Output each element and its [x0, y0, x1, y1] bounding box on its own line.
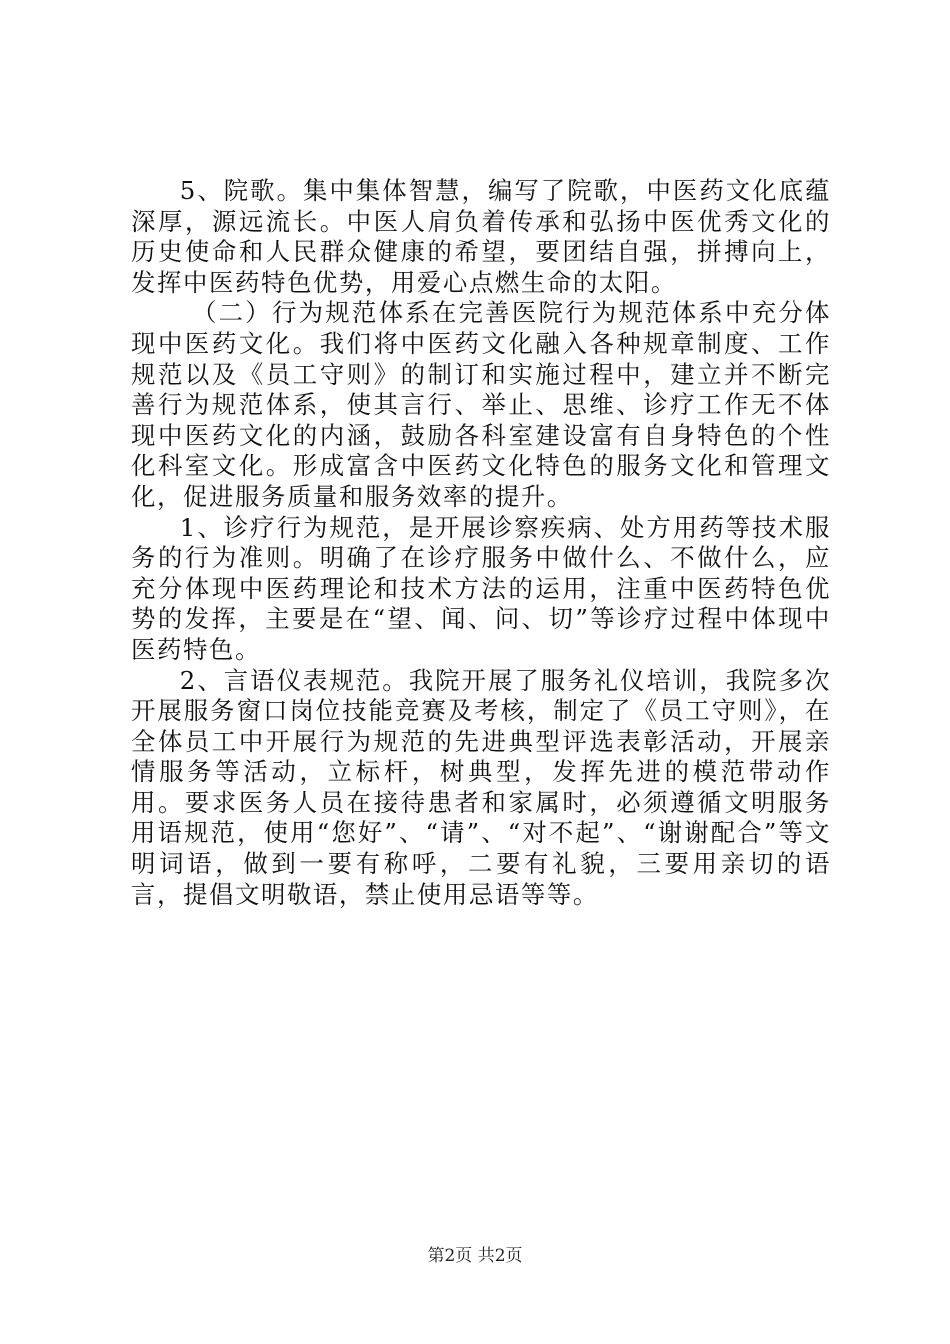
- paragraph-diagnosis-norms: 1、诊疗行为规范，是开展诊察疾病、处方用药等技术服务的行为准则。明确了在诊疗服务中做什么、不做什么，应充分体现中医药理论和技术方法的运用，注重中医药特色优势的发挥，主要是在“望、闻、问、切”等诊疗过程中体现中医药特色。: [131, 512, 831, 664]
- paragraph-speech-norms: 2、言语仪表规范。我院开展了服务礼仪培训，我院多次开展服务窗口岗位技能竞赛及考核，制定了《员工守则》，在全体员工中开展行为规范的先进典型评选表彰活动，开展亲情服务等活动，立标杆，树典型，发挥先进的模范带动作用。要求医务人员在接待患者和家属时，必须遵循文明服务用语规范，使用“您好”、“请”、“对不起”、“谢谢配合”等文明词语，做到一要有称呼，二要有礼貌，三要用亲切的语言，提倡文明敬语，禁止使用忌语等等。: [131, 665, 831, 909]
- page-footer: 第2页 共2页: [427, 1246, 523, 1266]
- document-body: [131, 176, 831, 910]
- paragraph-hospital-song: 5、院歌。集中集体智慧，编写了院歌，中医药文化底蕴深厚，源远流长。中医人肩负着传承和弘扬中医优秀文化的历史使命和人民群众健康的希望，要团结自强，拼搏向上，发挥中医药特色优势，用爱心点燃生命的太阳。: [131, 176, 831, 297]
- paragraph-behavior-system: （二）行为规范体系在完善医院行为规范体系中充分体现中医药文化。我们将中医药文化融入各种规章制度、工作规范以及《员工守则》的制订和实施过程中，建立并不断完善行为规范体系，使其言行、举止、思维、诊疗工作无不体现中医药文化的内涵，鼓励各科室建设富有自身特色的个性化科室文化。形成富含中医药文化特色的服务文化和管理文化，促进服务质量和服务效率的提升。: [131, 298, 831, 511]
